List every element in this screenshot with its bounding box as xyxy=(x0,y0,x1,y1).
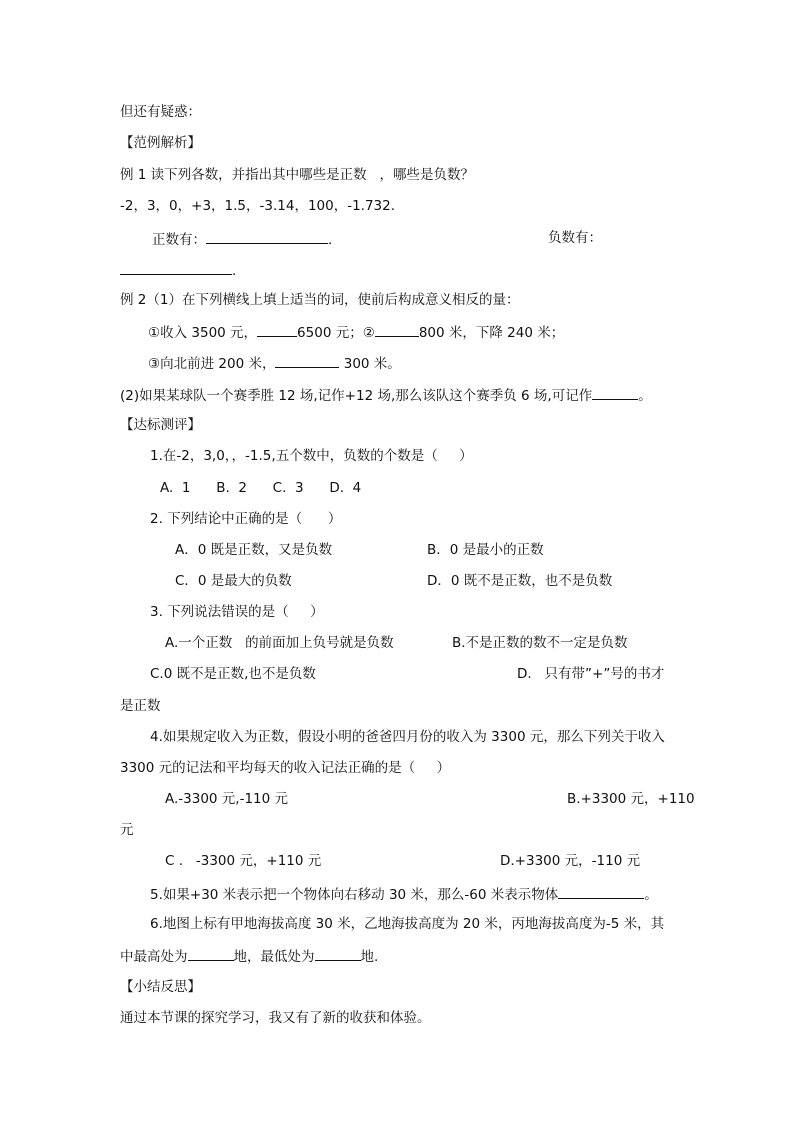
example2-part2-text: (2)如果某球队一个赛季胜 12 场,记作+12 场,那么该队这个赛季负 6 场,可记作 xyxy=(120,388,593,404)
q6-blank-highest[interactable] xyxy=(188,946,234,961)
q4-option-d: D.+3300 元，-110 元 xyxy=(500,853,641,869)
example2-line1 xyxy=(148,322,564,342)
negative-blank[interactable] xyxy=(120,260,232,275)
doubts-line: 但还有疑惑： xyxy=(120,104,201,120)
q3-stem: 3. 下列说法错误的是（ ） xyxy=(150,604,324,620)
example2-l2-text-b: 300 米。 xyxy=(339,356,401,372)
q5-end: 。 xyxy=(644,887,658,903)
q6-line2 xyxy=(120,946,378,966)
negative-label: 负数有： xyxy=(548,230,602,246)
positive-blank[interactable] xyxy=(206,229,328,244)
example2-l1-text-a: ①收入 3500 元， xyxy=(148,325,258,341)
q4-option-c: C . -3300 元，+110 元 xyxy=(165,853,322,869)
q2-option-c: C．0 是最大的负数 xyxy=(175,573,292,589)
q6-text-b: 地，最低处为 xyxy=(233,949,315,965)
q6-text-a: 中最高处为 xyxy=(120,949,188,965)
q1-stem: 1.在-2，3,0，，-1.5,五个数中，负数的个数是（ ） xyxy=(150,448,473,464)
q1-options: A. 1 B. 2 C. 3 D. 4 xyxy=(160,480,362,496)
example2-blank-3[interactable] xyxy=(275,353,339,368)
example2-blank-1[interactable] xyxy=(257,322,297,337)
q4-option-b: B.+3300 元，+110 xyxy=(567,791,695,807)
q3-option-c: C.0 既不是正数,也不是负数 xyxy=(150,666,316,682)
q4-option-a: A.-3300 元,-110 元 xyxy=(165,791,289,807)
q2-stem: 2. 下列结论中正确的是（ ） xyxy=(150,511,342,527)
example2-l1-text-b: 6500 元；② xyxy=(297,325,375,341)
q3-option-b: B.不是正数的数不一定是负数 xyxy=(452,635,628,651)
q6-text-c: 地. xyxy=(360,949,379,965)
q5-line xyxy=(150,884,658,904)
example1-numbers: -2，3，0，+3，1.5，-3.14，100，-1.732. xyxy=(120,198,396,214)
example2-l2-text-a: ③向北前进 200 米， xyxy=(148,356,276,372)
example1-prompt: 例 1 读下列各数，并指出其中哪些是正数 ，哪些是负数？ xyxy=(120,167,475,183)
q6-stem-line1: 6.地图上标有甲地海拔高度 30 米，乙地海拔高度为 20 米，丙地海拔高度为-5 米，其 xyxy=(150,916,665,932)
q5-stem: 5.如果+30 米表示把一个物体向右移动 30 米，那么-60 米表示物体 xyxy=(150,887,559,903)
example2-blank-4[interactable] xyxy=(592,385,638,400)
q2-option-d: D．0 既不是正数，也不是负数 xyxy=(427,573,613,589)
summary-text: 通过本节课的探究学习，我又有了新的收获和体验。 xyxy=(120,1010,431,1026)
section-heading-examples: 【范例解析】 xyxy=(120,135,201,151)
example2-l1-text-c: 800 米，下降 240 米； xyxy=(418,325,565,341)
q4-option-b-continued: 元 xyxy=(120,822,134,838)
section-heading-summary: 【小结反思】 xyxy=(120,979,201,995)
q2-option-b: B．0 是最小的正数 xyxy=(427,542,544,558)
section-heading-test: 【达标测评】 xyxy=(120,417,201,433)
example2-line2 xyxy=(148,353,401,373)
q3-option-d: D. 只有带”+”号的书才 xyxy=(517,666,665,682)
example2-blank-2[interactable] xyxy=(375,322,419,337)
negative-answer-line: . xyxy=(120,260,236,280)
q4-stem-line1: 4.如果规定收入为正数，假设小明的爸爸四月份的收入为 3300 元，那么下列关于收入 xyxy=(150,729,665,745)
positive-answer-line: 正数有： . xyxy=(152,229,332,249)
q4-stem-line2: 3300 元的记法和平均每天的收入记法正确的是（ ） xyxy=(120,760,451,776)
q5-blank[interactable] xyxy=(558,884,644,899)
example2-part2 xyxy=(120,385,652,405)
q2-option-a: A．0 既是正数，又是负数 xyxy=(175,542,333,558)
q6-blank-lowest[interactable] xyxy=(315,946,361,961)
example2-prompt: 例 2（1）在下列横线上填上适当的词，使前后构成意义相反的量： xyxy=(120,292,520,308)
q3-option-a: A.一个正数 的前面加上负号就是负数 xyxy=(165,635,394,651)
q3-option-d-continued: 是正数 xyxy=(120,698,161,714)
positive-label: 正数有： xyxy=(152,232,206,248)
example2-part2-end: 。 xyxy=(638,388,652,404)
